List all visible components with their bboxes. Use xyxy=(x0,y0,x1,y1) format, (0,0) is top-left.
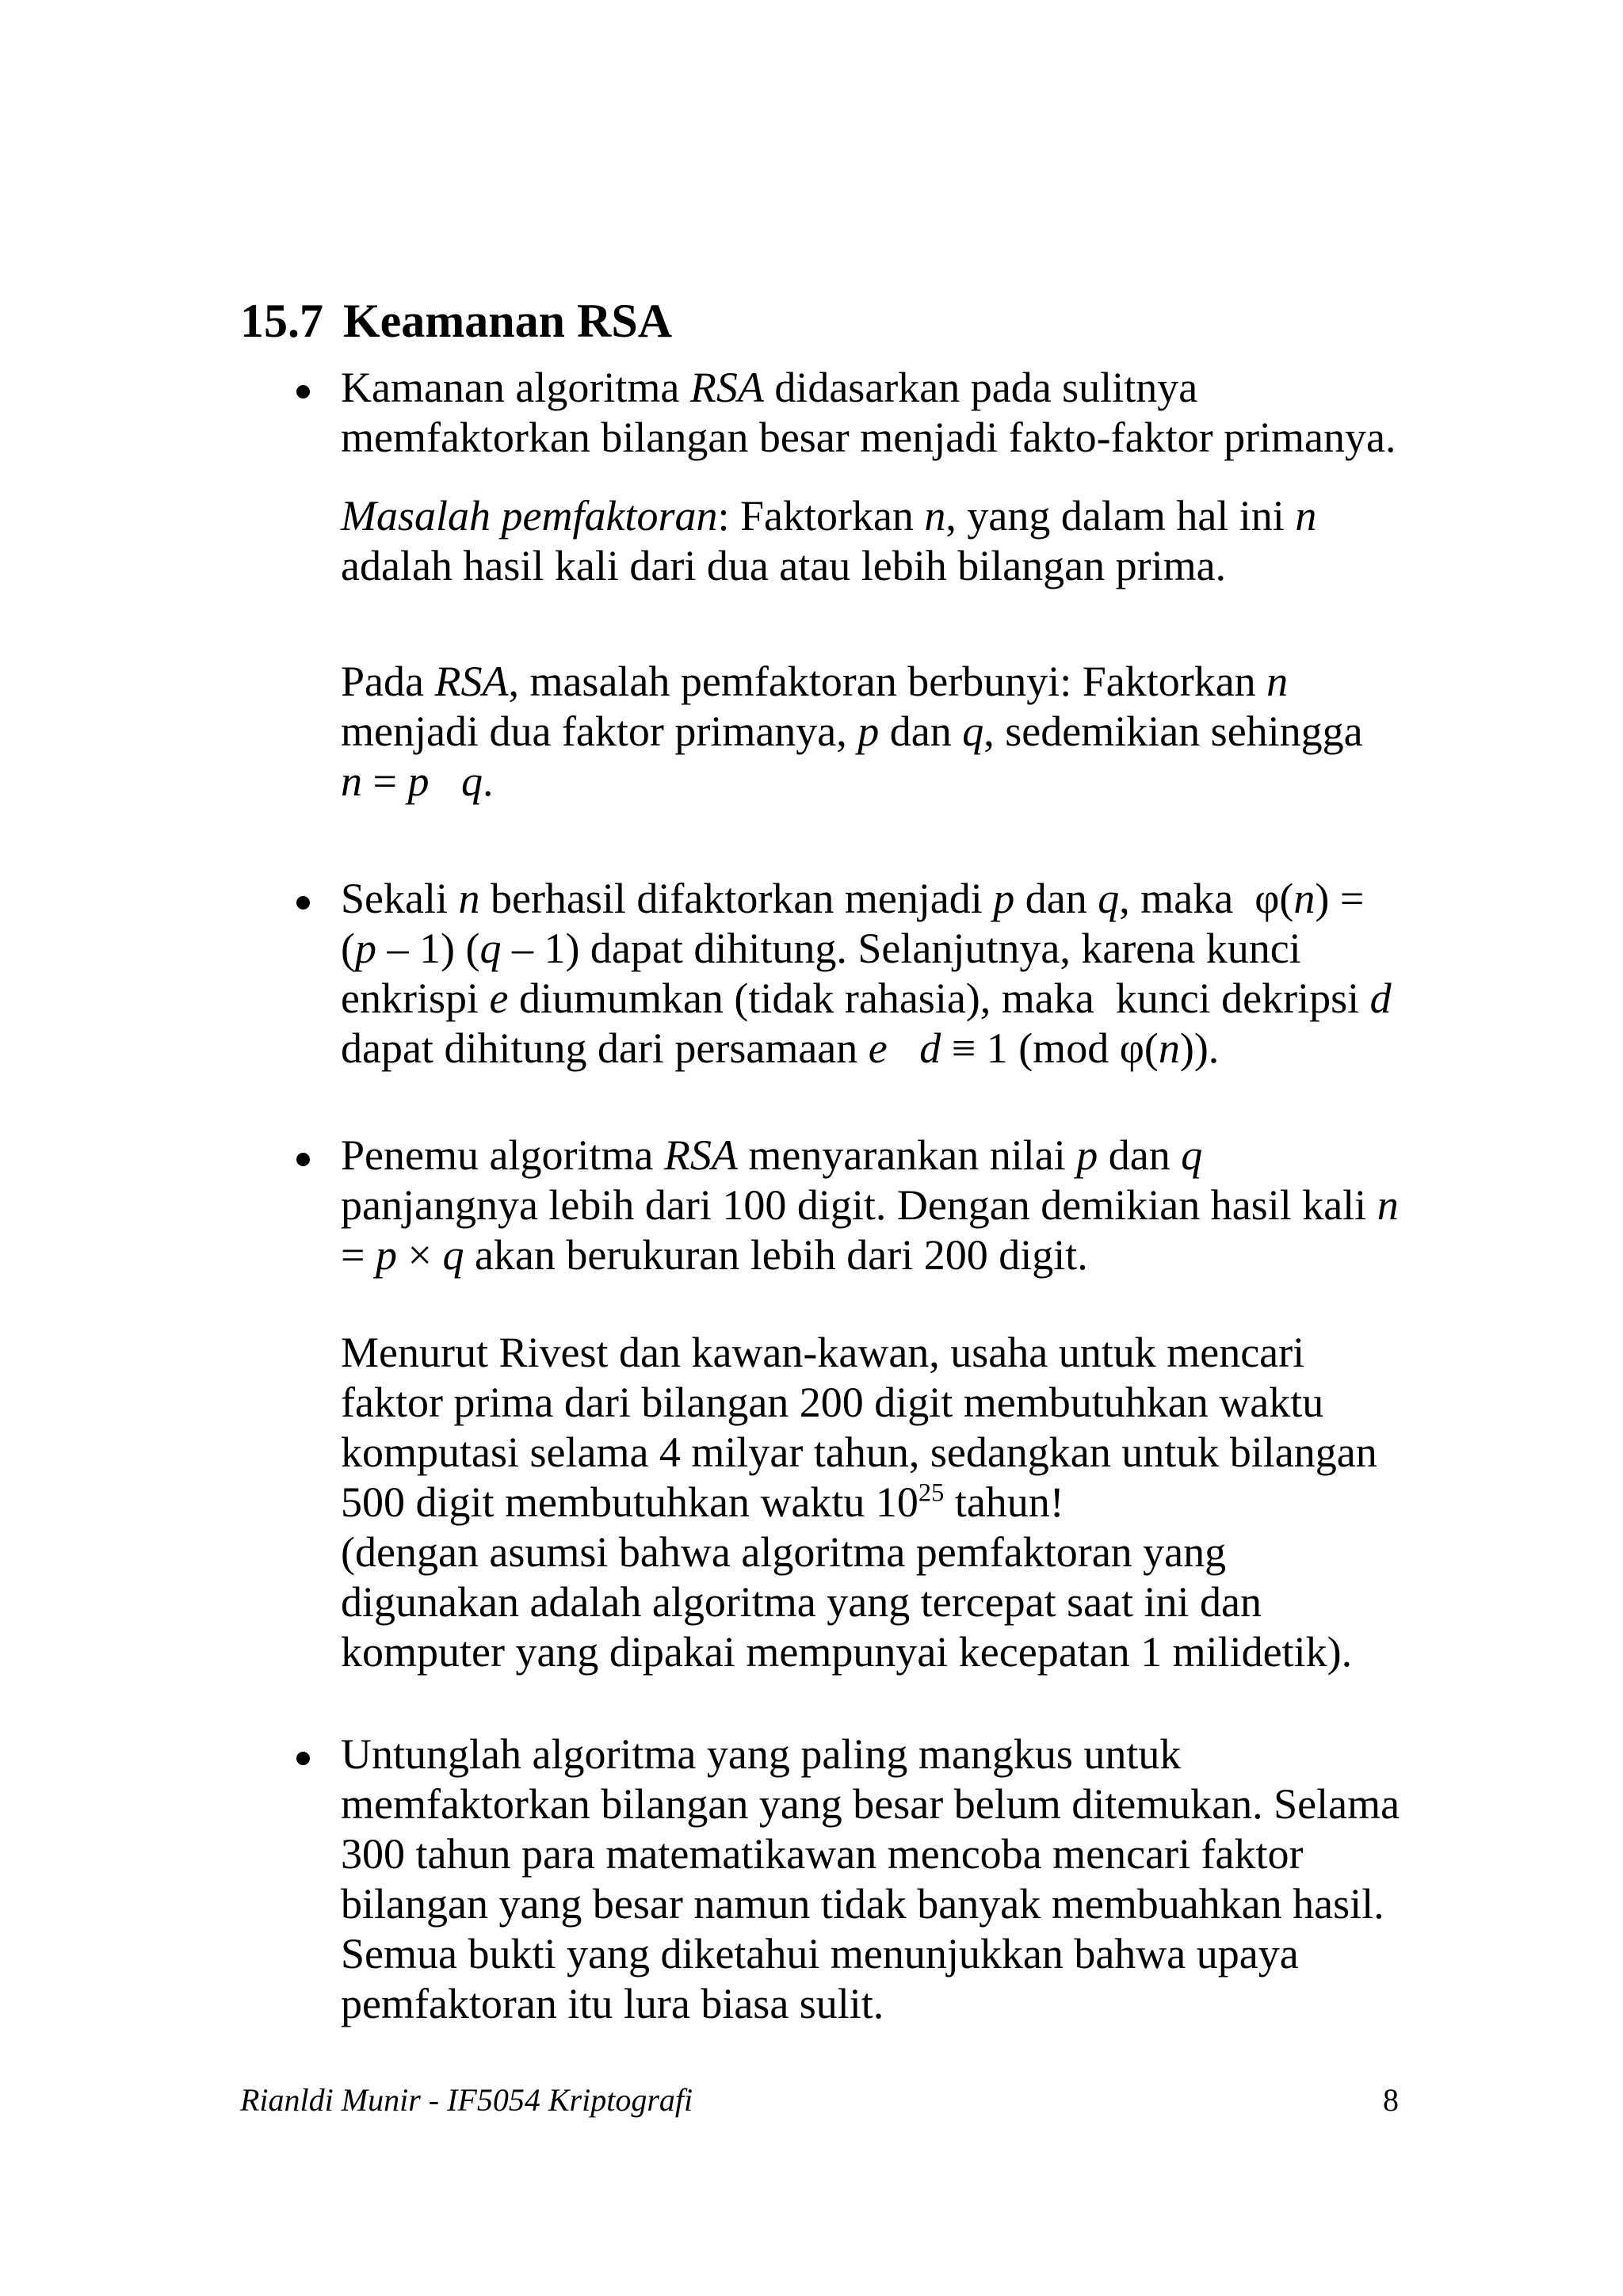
text-line xyxy=(341,1328,1377,1378)
text-run: = xyxy=(362,757,408,805)
text-run: enkrispi xyxy=(341,974,490,1022)
text-line xyxy=(341,657,1363,707)
italic-text: d xyxy=(1369,974,1392,1022)
text-run: menyarankan nilai xyxy=(737,1131,1077,1179)
text-run: (dengan asumsi bahwa algoritma pemfaktoran yang xyxy=(341,1528,1227,1576)
italic-text: Masalah pemfaktoran xyxy=(341,492,718,540)
text-run: komputasi selama 4 milyar tahun, sedangkan untuk bilangan xyxy=(341,1428,1377,1476)
text-line xyxy=(341,363,1396,413)
italic-text: p xyxy=(375,1231,397,1279)
text-run: , sedemikian sehingga xyxy=(983,707,1363,755)
text-run: pemfaktoran itu lura biasa sulit. xyxy=(341,1980,884,2027)
text-run: : Faktorkan xyxy=(717,492,925,540)
italic-text: q xyxy=(479,925,502,972)
footer-author-course: Rianldi Munir - IF5054 Kriptografi xyxy=(240,2082,693,2118)
text-line xyxy=(341,1024,1392,1074)
paragraph xyxy=(341,491,1316,591)
section-title: Keamanan RSA xyxy=(343,295,673,347)
text-run: – 1) dapat dihitung. Selanjutnya, karena kunci xyxy=(501,925,1301,972)
text-run: dan xyxy=(1098,1131,1182,1179)
paragraph xyxy=(341,874,1392,1074)
text-run: , masalah pemfaktoran berbunyi: Faktorkan xyxy=(508,658,1267,705)
italic-text: RSA xyxy=(689,364,764,411)
text-run: faktor prima dari bilangan 200 digit membutuhkan waktu xyxy=(341,1379,1324,1426)
page-footer xyxy=(240,2082,1399,2119)
paragraph xyxy=(341,1328,1377,1677)
text-run: Penemu algoritma xyxy=(341,1131,664,1179)
text-line xyxy=(341,974,1392,1024)
italic-text: n xyxy=(1293,875,1316,922)
text-line xyxy=(341,874,1392,924)
text-run: bilangan yang besar namun tidak banyak membuahkan hasil. xyxy=(341,1880,1384,1928)
text-run: tahun! xyxy=(944,1478,1064,1526)
text-line xyxy=(341,1779,1400,1829)
text-run: Menurut Rivest dan kawan-kawan, usaha untuk mencari xyxy=(341,1329,1305,1376)
italic-text: q xyxy=(962,707,984,755)
bullet-icon xyxy=(296,385,310,399)
text-line xyxy=(341,1230,1399,1280)
italic-text: e xyxy=(489,974,509,1022)
section-number: 15.7 xyxy=(240,295,323,347)
text-run: dapat dihitung dari persamaan xyxy=(341,1024,869,1072)
superscript-text: 25 xyxy=(918,1478,945,1508)
text-run: Kamanan algoritma xyxy=(341,364,690,411)
text-line xyxy=(341,1929,1400,1979)
italic-text: q xyxy=(1181,1131,1203,1179)
bullet-icon xyxy=(296,896,310,910)
text-run: Pada xyxy=(341,658,435,705)
text-run: × xyxy=(396,1231,443,1279)
paragraph xyxy=(341,363,1396,463)
italic-text: n xyxy=(341,757,362,805)
text-run: memfaktorkan bilangan besar menjadi fakto-faktor primanya. xyxy=(341,414,1396,461)
italic-text: p xyxy=(857,707,880,755)
bullet-icon xyxy=(296,1153,310,1166)
text-run: dan xyxy=(879,707,963,755)
text-run: , yang dalam hal ini xyxy=(945,492,1296,540)
italic-text: n xyxy=(924,492,946,540)
text-run: diumumkan (tidak rahasia), maka kunci dekripsi xyxy=(508,974,1370,1022)
text-run: didasarkan pada sulitnya xyxy=(763,364,1198,411)
text-line xyxy=(341,1527,1377,1577)
italic-text: RSA xyxy=(663,1131,738,1179)
italic-text: n xyxy=(1266,658,1289,705)
text-run: Semua bukti yang diketahui menunjukkan bahwa upaya xyxy=(341,1930,1299,1978)
text-line xyxy=(341,541,1316,591)
text-run: memfaktorkan bilangan yang besar belum ditemukan. Selama xyxy=(341,1780,1400,1828)
text-run: panjangnya lebih dari 100 digit. Dengan demikian hasil kali xyxy=(341,1181,1377,1229)
italic-text: q xyxy=(442,1231,464,1279)
text-run: komputer yang dipakai mempunyai kecepatan 1 milidetik). xyxy=(341,1628,1353,1676)
text-run: akan berukuran lebih dari 200 digit. xyxy=(464,1231,1088,1279)
text-run: dan xyxy=(1014,875,1098,922)
italic-text: p xyxy=(993,875,1015,922)
text-line xyxy=(341,1879,1400,1929)
text-run: Untunglah algoritma yang paling mangkus untuk xyxy=(341,1730,1182,1778)
text-line xyxy=(341,1131,1399,1180)
text-line xyxy=(341,1180,1399,1230)
paragraph xyxy=(341,1131,1399,1280)
text-line xyxy=(341,1428,1377,1478)
section-heading xyxy=(240,293,672,349)
italic-text: p xyxy=(354,925,376,972)
text-run: menjadi dua faktor primanya, xyxy=(341,707,858,755)
text-run: ( xyxy=(341,925,355,972)
text-run: . xyxy=(482,757,494,805)
text-line xyxy=(341,1478,1377,1527)
italic-text: p q xyxy=(407,757,483,805)
text-run: 300 tahun para matematikawan mencoba mencari faktor xyxy=(341,1830,1304,1878)
text-line xyxy=(341,1627,1377,1677)
text-line xyxy=(341,924,1392,974)
text-line xyxy=(341,1730,1400,1779)
text-run: ≡ 1 (mod φ( xyxy=(941,1024,1159,1072)
italic-text: p xyxy=(1076,1131,1098,1179)
italic-text: n xyxy=(1158,1024,1180,1072)
italic-text: n xyxy=(1295,492,1317,540)
text-line xyxy=(341,1829,1400,1879)
text-run: )). xyxy=(1179,1024,1220,1072)
italic-text: n xyxy=(1377,1181,1399,1229)
text-line xyxy=(341,413,1396,463)
text-run: digunakan adalah algoritma yang tercepat saat ini dan xyxy=(341,1578,1262,1626)
italic-text: q xyxy=(1098,875,1120,922)
text-line xyxy=(341,1979,1400,2029)
text-run: 500 digit membutuhkan waktu 10 xyxy=(341,1478,918,1526)
text-line xyxy=(341,491,1316,541)
text-run: ) = xyxy=(1315,875,1365,922)
text-run: , maka φ( xyxy=(1119,875,1294,922)
text-run: adalah hasil kali dari dua atau lebih bilangan prima. xyxy=(341,542,1227,589)
text-line xyxy=(341,1378,1377,1428)
italic-text: RSA xyxy=(434,658,509,705)
text-line xyxy=(341,707,1363,757)
paragraph xyxy=(341,657,1363,807)
page-number: 8 xyxy=(1383,2082,1399,2118)
text-line xyxy=(341,757,1363,807)
text-run: = xyxy=(341,1231,376,1279)
text-run: – 1) ( xyxy=(376,925,480,972)
text-line xyxy=(341,1577,1377,1627)
bullet-icon xyxy=(296,1752,310,1765)
text-run: Sekali xyxy=(341,875,459,922)
text-run: berhasil difaktorkan menjadi xyxy=(479,875,994,922)
italic-text: e d xyxy=(868,1024,941,1072)
paragraph xyxy=(341,1730,1400,2029)
italic-text: n xyxy=(458,875,480,922)
